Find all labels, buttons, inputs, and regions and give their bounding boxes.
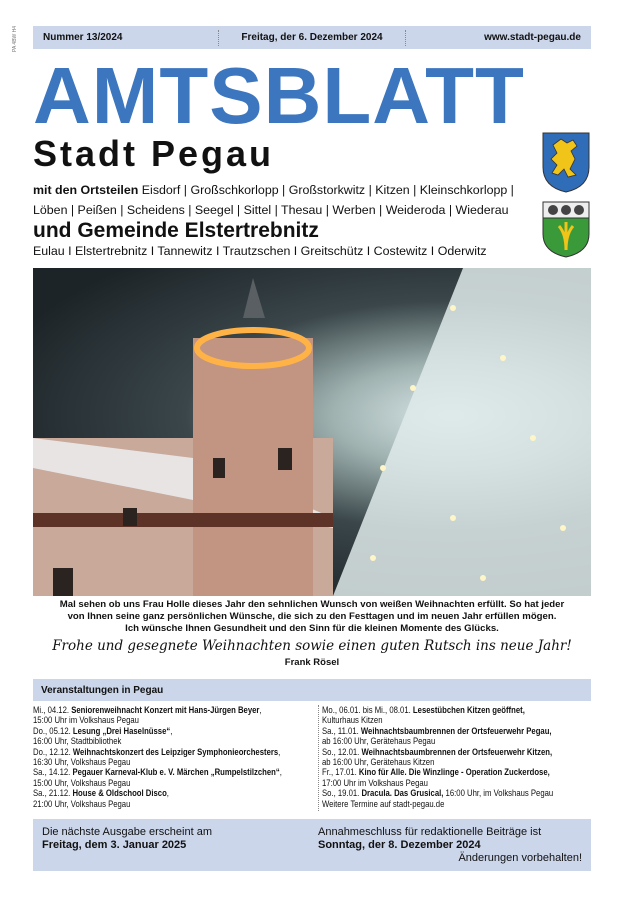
list-item: Sa., 11.01. Weihnachtsbaumbrennen der Ortsfeuerwehr Pegau, ab 16:00 Uhr, Gerätehaus Pegau [322, 725, 552, 747]
list-item: Sa., 21.12. House & Oldschool Disco, 21:00 Uhr, Volkshaus Pegau [33, 788, 169, 809]
caption-line: Ich wünsche Ihnen Gesundheit und den Sinn für die kleinen Momente des Glücks. [125, 623, 499, 634]
header-bar [33, 26, 591, 49]
signature: Frank Rösel [284, 657, 340, 668]
issue-date: Freitag, der 6. Dezember 2024 [241, 32, 383, 43]
footer-box [33, 819, 591, 871]
issue-number: Nummer 13/2024 [43, 32, 123, 43]
more-events-link[interactable]: Weitere Termine auf stadt-pegau.de [322, 798, 445, 809]
list-item: Sa., 14.12. Pegauer Karneval-Klub e. V. Märchen „Rumpelstilzchen“, 15:00 Uhr, Volkshaus Pegau [33, 767, 282, 788]
ortsteile-line: Eisdorf | Großschkorlopp | Großstorkwitz | Kitzen | Kleinschkorlopp | [141, 183, 514, 197]
list-item: Mi., 04.12. Seniorenweihnacht Konzert mit Hans-Jürgen Beyer, 15:00 Uhr im Volkshaus Pegau [33, 705, 262, 726]
caption-line: Mal sehen ob uns Frau Holle dieses Jahr den sehnlichen Wunsch von weißen Weihnachten erfüllt. So hat jeder [59, 599, 565, 610]
ortsteile-line: Löben | Peißen | Scheidens | Seegel | Sittel | Thesau | Werben | Weideroda | Wiederau [33, 203, 509, 217]
deadline-label: Annahmeschluss für redaktionelle Beiträge ist [318, 826, 542, 838]
photo-caption [33, 599, 591, 635]
next-issue-label: Die nächste Ausgabe erscheint am [42, 826, 212, 838]
events-right-column [318, 705, 591, 811]
list-item: Mo., 06.01. bis Mi., 08.01. Lesestübchen Kitzen geöffnet, Kulturhaus Kitzen [322, 705, 525, 726]
ortsteile-label: mit den Ortsteilen [33, 183, 139, 197]
castle-tower [193, 338, 313, 596]
holiday-greeting: Frohe und gesegnete Weihnachten sowie einen guten Rutsch ins neue Jahr! [52, 638, 572, 654]
next-issue-date: Freitag, dem 3. Januar 2025 [42, 839, 187, 851]
list-item: So., 12.01. Weihnachtsbaumbrennen der Ortsfeuerwehr Kitzen, ab 16:00 Uhr, Gerätehaus Kitzen [322, 746, 553, 768]
side-code: PA 4BW H4 [12, 25, 18, 52]
website-link[interactable]: www.stadt-pegau.de [484, 32, 581, 43]
cover-photo [33, 268, 591, 596]
pegau-coat-of-arms-icon [541, 131, 591, 193]
deadline-date: Sonntag, der 8. Dezember 2024 [318, 839, 481, 851]
events-heading: Veranstaltungen in Pegau [33, 679, 591, 701]
elstertrebnitz-coat-of-arms-icon [541, 200, 591, 258]
ortsteile [33, 180, 533, 220]
gemeinde-heading: und Gemeinde Elstertrebnitz [33, 219, 319, 242]
list-item: Do., 12.12. Weihnachtskonzert des Leipziger Symphonieorchesters, 16:30 Uhr, Volkshaus Pegau [33, 746, 281, 768]
gemeinde-orte: Eulau I Elstertrebnitz I Tannewitz I Trautzschen I Greitschütz I Costewitz I Oderwitz [33, 244, 487, 258]
list-item: So., 19.01. Dracula. Das Grusical, 16:00 Uhr, im Volkshaus Pegau [322, 788, 554, 799]
page-title: AMTSBLATT [33, 51, 525, 140]
christmas-tree [333, 268, 591, 596]
caption-line: von Ihnen seine ganz persönlichen Wünsche, die sich zu den Festtagen und im neuen Jahr erfüllen mögen. [67, 611, 557, 622]
list-item: Do., 05.12. Lesung „Drei Haselnüsse“, 16:00 Uhr, Stadtbibliothek [33, 725, 173, 747]
page-subtitle: Stadt Pegau [33, 133, 275, 174]
events-left-column [33, 705, 313, 811]
list-item: Fr., 17.01. Kino für Alle. Die Winzlinge - Operation Zuckerdose, 17:00 Uhr im Volkshaus Pegau [322, 767, 550, 788]
disclaimer: Änderungen vorbehalten! [458, 852, 582, 864]
